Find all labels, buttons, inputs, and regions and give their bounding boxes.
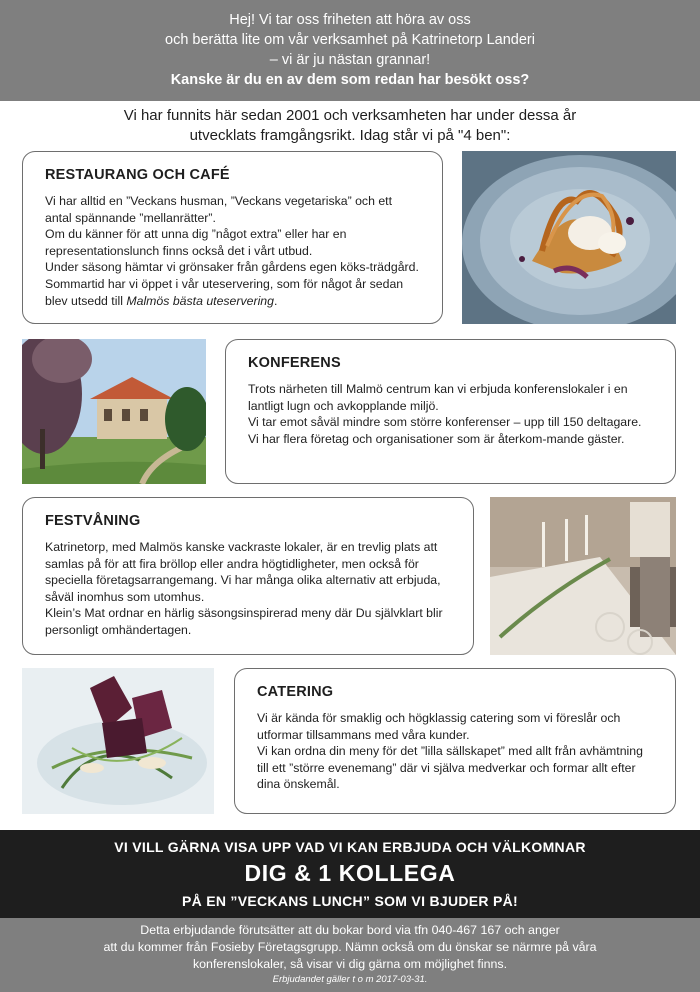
footer-line-1: Detta erbjudande förutsätter att du bokar bord via tfn 040-467 167 och anger xyxy=(140,923,560,937)
offer-headline: DIG & 1 KOLLEGA xyxy=(244,860,456,886)
catering-paragraph-1: Vi är kända för smaklig och högklassig catering som vi föreslår och utformar tillsammans med våra kunder. xyxy=(257,711,621,742)
intro-line-2: utvecklats framgångsrikt. Idag står vi på "4 ben": xyxy=(189,127,511,144)
best-terrace-emphasis: Malmös bästa uteservering xyxy=(126,293,274,308)
conference-paragraph-1: Trots närheten till Malmö centrum kan vi erbjuda konferenslokaler i en lantligt lugn och avkopplande miljö. xyxy=(248,382,628,413)
manor-house-photo xyxy=(22,339,206,484)
banquet-table-photo xyxy=(490,497,676,655)
restaurant-section xyxy=(22,151,443,324)
restaurant-paragraph-3 xyxy=(45,259,420,309)
offer-validity: Erbjudandet gäller t o m 2017-03-31. xyxy=(272,974,428,985)
footer-line-3: konferenslokaler, så visar vi dig gärna om möjlighet finns. xyxy=(192,957,508,971)
intro-text xyxy=(0,106,700,146)
intro-line-1: Vi har funnits här sedan 2001 och verksamheten har under dessa år xyxy=(123,107,577,124)
offer-line-1: VI VILL GÄRNA VISA UPP VAD VI KAN ERBJUDA OCH VÄLKOMNAR xyxy=(114,839,586,855)
offer-line-3: PÅ EN ”VECKANS LUNCH” SOM VI BJUDER PÅ! xyxy=(181,893,519,909)
catering-paragraph-2: Vi kan ordna din meny för det ”lilla sällskapet” med allt från avhämtning till ett ”större evenemang” där vi själva medverkar och formar allt efter dina önskemål. xyxy=(257,744,643,792)
header-line-2: och berätta lite om vår verksamhet på Katrinetorp Landeri xyxy=(165,32,535,48)
footer xyxy=(0,918,700,992)
banquet-paragraph-1: Katrinetorp, med Malmös kanske vackraste lokaler, är en trevlig plats att samlas på för att fira bröllop eller andra högtidligheter, men också för speciella företagsarrangemang. Vi har många olika alternativ att erbjuda, såväl inomhus som utomhus. xyxy=(45,540,441,604)
header-line-1: Hej! Vi tar oss friheten att höra av oss xyxy=(229,12,471,28)
restaurant-paragraph-3-end: . xyxy=(274,293,278,308)
restaurant-paragraph-1: Vi har alltid en ”Veckans husman, ”Veckans vegetariska” och ett antal spännande ”mellanrätter”. xyxy=(45,194,393,225)
restaurant-title: RESTAURANG OCH CAFÉ xyxy=(45,167,230,183)
footer-line-2: att du kommer från Fosieby Företagsgrupp. Nämn också om du önskar se närmre på våra xyxy=(103,940,597,954)
offer-banner xyxy=(0,830,700,918)
catering-dish-photo xyxy=(22,668,214,814)
catering-section xyxy=(234,668,676,814)
banquet-title: FESTVÅNING xyxy=(45,513,141,529)
header-banner xyxy=(0,0,700,101)
restaurant-paragraph-2: Om du känner för att unna dig ”något extra” eller har en representationslunch finns också det i vårt utbud. xyxy=(45,227,347,258)
conference-paragraph-2: Vi tar emot såväl mindre som större konferenser – upp till 150 deltagare. Vi har flera företag och organisationer som är återkom-mande gäster. xyxy=(248,415,642,446)
header-question: Kanske är du en av dem som redan har besökt oss? xyxy=(170,72,530,88)
banquet-paragraph-2: Klein’s Mat ordnar en härlig säsongsinspirerad meny där Du självklart blir personligt omhändertagen. xyxy=(45,606,443,637)
conference-section xyxy=(225,339,676,484)
conference-title: KONFERENS xyxy=(248,355,341,371)
restaurant-paragraph-3-text: Under säsong hämtar vi grönsaker från gårdens egen köks-trädgård. Sommartid har vi öppet i vår uteservering, som för något år sedan blev utsedd till xyxy=(45,260,419,308)
header-line-3: – vi är ju nästan grannar! xyxy=(269,52,431,68)
restaurant-dish-photo xyxy=(462,151,676,324)
banquet-section xyxy=(22,497,474,655)
catering-title: CATERING xyxy=(257,684,334,700)
